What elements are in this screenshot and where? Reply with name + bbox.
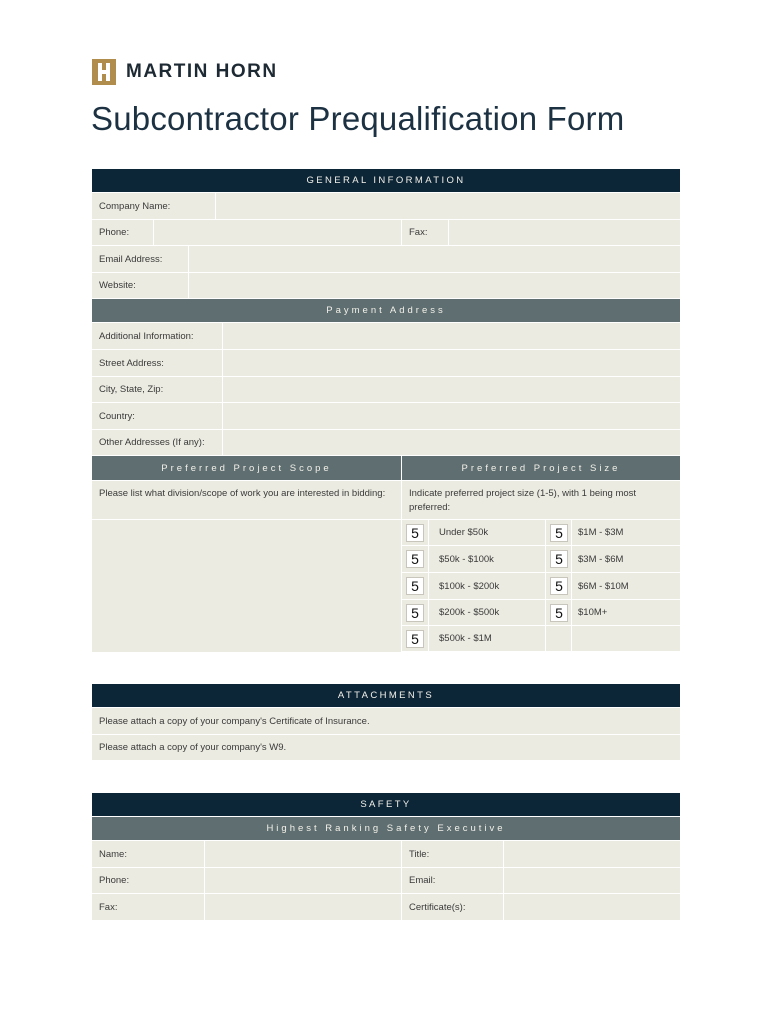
w9-row xyxy=(92,735,680,761)
city-state-zip-field[interactable] xyxy=(223,377,680,402)
size-rank-input[interactable]: 5 xyxy=(406,604,424,622)
other-addresses-label: Other Addresses (If any): xyxy=(99,437,205,448)
city-state-zip-row xyxy=(92,377,680,403)
size-rank-input[interactable]: 5 xyxy=(406,550,424,568)
size-rank-input[interactable]: 5 xyxy=(550,524,568,542)
project-scope-field[interactable] xyxy=(92,520,401,652)
company-logo xyxy=(92,58,278,86)
website-label: Website: xyxy=(99,280,136,291)
general-information-header: GENERAL INFORMATION xyxy=(92,169,680,192)
street-address-field[interactable] xyxy=(223,350,680,376)
size-option-label: $200k - $500k xyxy=(439,607,500,618)
safety-fax-row xyxy=(92,894,680,921)
safety-fax-label: Fax: xyxy=(99,901,118,913)
phone-label: Phone: xyxy=(99,227,130,238)
company-name-field[interactable] xyxy=(216,193,680,219)
safety-phone-field[interactable] xyxy=(205,868,401,893)
safety-email-label: Email: xyxy=(409,875,436,886)
country-field[interactable] xyxy=(223,403,680,429)
size-rank-input[interactable]: 5 xyxy=(406,630,424,648)
city-state-zip-label: City, State, Zip: xyxy=(99,384,164,395)
attachments-header: ATTACHMENTS xyxy=(92,684,680,707)
country-label: Country: xyxy=(99,410,135,422)
street-address-row xyxy=(92,350,680,377)
country-row xyxy=(92,403,680,430)
email-row xyxy=(92,246,680,273)
fax-field[interactable] xyxy=(449,220,680,245)
size-option-label: $500k - $1M xyxy=(439,633,492,644)
other-addresses-field[interactable] xyxy=(223,430,680,455)
size-rank-input[interactable]: 5 xyxy=(406,577,424,595)
additional-info-row xyxy=(92,323,680,350)
company-name-row xyxy=(92,193,680,220)
brand-name: MARTIN HORN xyxy=(126,61,278,82)
safety-header: SAFETY xyxy=(92,793,680,816)
size-option-label: $100k - $200k xyxy=(439,580,500,592)
size-option-label: $10M+ xyxy=(578,607,608,618)
w9-attachment-prompt: Please attach a copy of your company's W9. xyxy=(99,742,287,753)
size-row xyxy=(402,600,680,626)
insurance-row xyxy=(92,708,680,735)
safety-email-field[interactable] xyxy=(504,868,680,893)
other-addresses-row xyxy=(92,430,680,456)
project-scope-prompt: Please list what division/scope of work you are interested in bidding: xyxy=(92,481,401,519)
safety-phone-row xyxy=(92,868,680,894)
size-option-label: $50k - $100k xyxy=(439,553,494,565)
size-option-label: $3M - $6M xyxy=(578,553,624,565)
size-rank-input[interactable]: 5 xyxy=(550,604,568,622)
fax-label: Fax: xyxy=(409,227,428,238)
size-row xyxy=(402,573,680,600)
safety-name-label: Name: xyxy=(99,848,127,860)
phone-fax-row xyxy=(92,220,680,246)
project-size-header: Preferred Project Size xyxy=(402,456,680,480)
safety-phone-label: Phone: xyxy=(99,875,130,886)
street-address-label: Street Address: xyxy=(99,357,164,369)
safety-title-label: Title: xyxy=(409,848,430,860)
phone-field[interactable] xyxy=(154,220,401,245)
size-option-label: $6M - $10M xyxy=(578,580,629,592)
payment-address-header: Payment Address xyxy=(92,299,680,322)
page-title: Subcontractor Prequalification Form xyxy=(91,100,625,137)
website-row xyxy=(92,273,680,299)
website-field[interactable] xyxy=(189,273,680,298)
safety-certificates-field[interactable] xyxy=(504,894,680,920)
email-field[interactable] xyxy=(189,246,680,272)
size-option-label: Under $50k xyxy=(439,527,489,538)
safety-name-field[interactable] xyxy=(205,841,401,867)
logo-mark-icon xyxy=(92,59,116,85)
additional-info-label: Additional Information: xyxy=(99,330,194,342)
safety-name-row xyxy=(92,841,680,868)
insurance-attachment-prompt: Please attach a copy of your company's Certificate of Insurance. xyxy=(99,715,370,727)
safety-title-field[interactable] xyxy=(504,841,680,867)
project-size-prompt: Indicate preferred project size (1-5), with 1 being most preferred: xyxy=(402,481,680,519)
additional-info-field[interactable] xyxy=(223,323,680,349)
size-row xyxy=(402,546,680,573)
safety-fax-field[interactable] xyxy=(205,894,401,920)
size-rank-input[interactable]: 5 xyxy=(550,550,568,568)
size-rank-input[interactable]: 5 xyxy=(406,524,424,542)
company-name-label: Company Name: xyxy=(99,200,171,212)
project-scope-header: Preferred Project Scope xyxy=(92,456,401,480)
size-option-label: $1M - $3M xyxy=(578,527,624,538)
size-row xyxy=(402,520,680,546)
size-rank-input[interactable]: 5 xyxy=(550,577,568,595)
email-label: Email Address: xyxy=(99,253,163,265)
size-row xyxy=(402,626,680,652)
safety-executive-header: Highest Ranking Safety Executive xyxy=(92,817,680,840)
safety-certificates-label: Certificate(s): xyxy=(409,901,466,913)
